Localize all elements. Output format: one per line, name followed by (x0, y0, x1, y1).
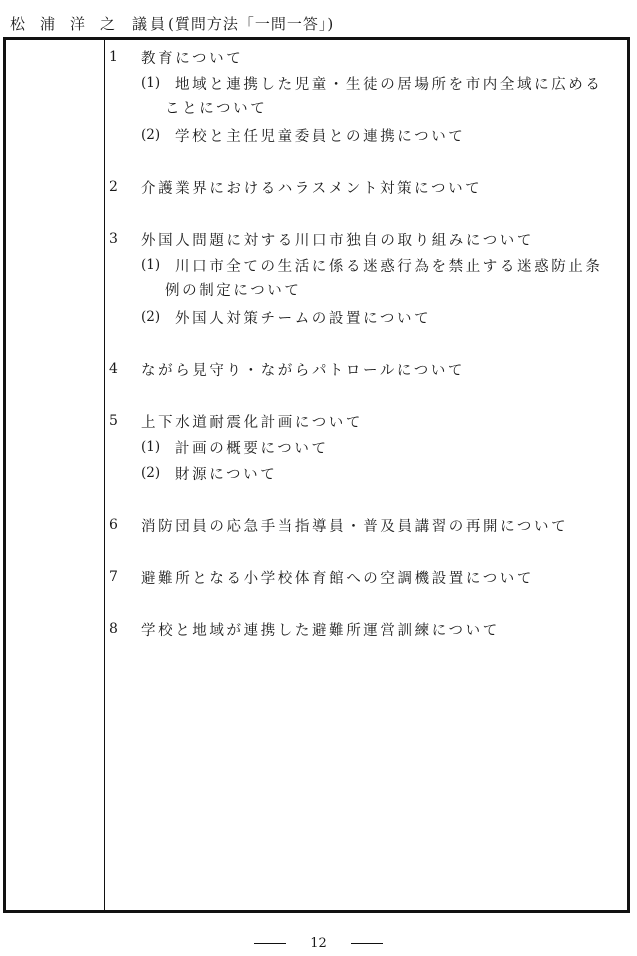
topic-heading (109, 44, 623, 70)
subtopic-text-continued: 例の制定について (165, 283, 302, 299)
topic-item (109, 564, 623, 590)
topic-item (109, 356, 623, 382)
topic-heading (109, 226, 623, 252)
topic-item (109, 44, 623, 148)
subtopic-item (109, 434, 623, 460)
topic-title: 学校と地域が連携した避難所運営訓練について (141, 622, 500, 639)
topic-heading (109, 512, 623, 538)
subtopic-text: 財源について (175, 466, 278, 483)
footer-dash-right (351, 943, 383, 944)
subtopic-number: (2) (141, 127, 161, 143)
topic-title: 避難所となる小学校体育館への空調機設置について (141, 570, 535, 587)
topic-number: 4 (109, 361, 118, 377)
page-footer (0, 933, 637, 953)
topic-title: 介護業界におけるハラスメント対策について (141, 180, 483, 197)
subtopic-text-continued: ことについて (165, 101, 268, 117)
topic-number: 7 (109, 569, 118, 585)
subtopic-number: (1) (141, 75, 161, 91)
topic-title: ながら見守り・ながらパトロールについて (141, 362, 466, 379)
topic-title: 教育について (141, 50, 244, 67)
topic-item (109, 174, 623, 200)
page-number: 12 (310, 935, 327, 951)
topic-title: 消防団員の応急手当指導員・普及員講習の再開について (141, 518, 569, 535)
subtopic-item (109, 304, 623, 330)
topic-number: 1 (109, 49, 118, 65)
topic-heading (109, 564, 623, 590)
subtopic-number: (2) (141, 465, 161, 481)
topic-heading (109, 408, 623, 434)
question-table (3, 37, 630, 913)
topic-number: 6 (109, 517, 118, 533)
topic-number: 2 (109, 179, 118, 195)
topic-item (109, 226, 623, 330)
question-method: (質問方法「一問一答」) (168, 14, 335, 33)
subtopic-text: 川口市全ての生活に係る迷惑行為を禁止する迷惑防止条 (175, 258, 603, 275)
document-header (10, 10, 334, 36)
topic-number: 8 (109, 621, 118, 637)
topic-heading (109, 356, 623, 382)
subtopic-text: 学校と主任児童委員との連携について (175, 128, 466, 145)
topic-number: 5 (109, 413, 118, 429)
member-name: 松浦洋之 (10, 14, 131, 33)
subtopic-item (109, 70, 623, 96)
subtopic-item (109, 460, 623, 486)
column-divider (104, 40, 105, 910)
topic-heading (109, 174, 623, 200)
subtopic-text: 計画の概要について (175, 440, 329, 457)
topic-list (109, 44, 623, 668)
subtopic-item (109, 122, 623, 148)
footer-dash-left (254, 943, 286, 944)
topic-item (109, 616, 623, 642)
topic-number: 3 (109, 231, 118, 247)
topic-heading (109, 616, 623, 642)
topic-title: 外国人問題に対する川口市独自の取り組みについて (141, 232, 535, 249)
subtopic-number: (1) (141, 257, 161, 273)
member-role: 議員 (132, 14, 169, 33)
subtopic-number: (1) (141, 439, 161, 455)
topic-item (109, 408, 623, 486)
subtopic-number: (2) (141, 309, 161, 325)
subtopic-text: 地域と連携した児童・生徒の居場所を市内全域に広める (175, 76, 603, 93)
subtopic-item (109, 252, 623, 278)
subtopic-text: 外国人対策チームの設置について (175, 310, 432, 327)
topic-title: 上下水道耐震化計画について (141, 414, 364, 431)
topic-item (109, 512, 623, 538)
